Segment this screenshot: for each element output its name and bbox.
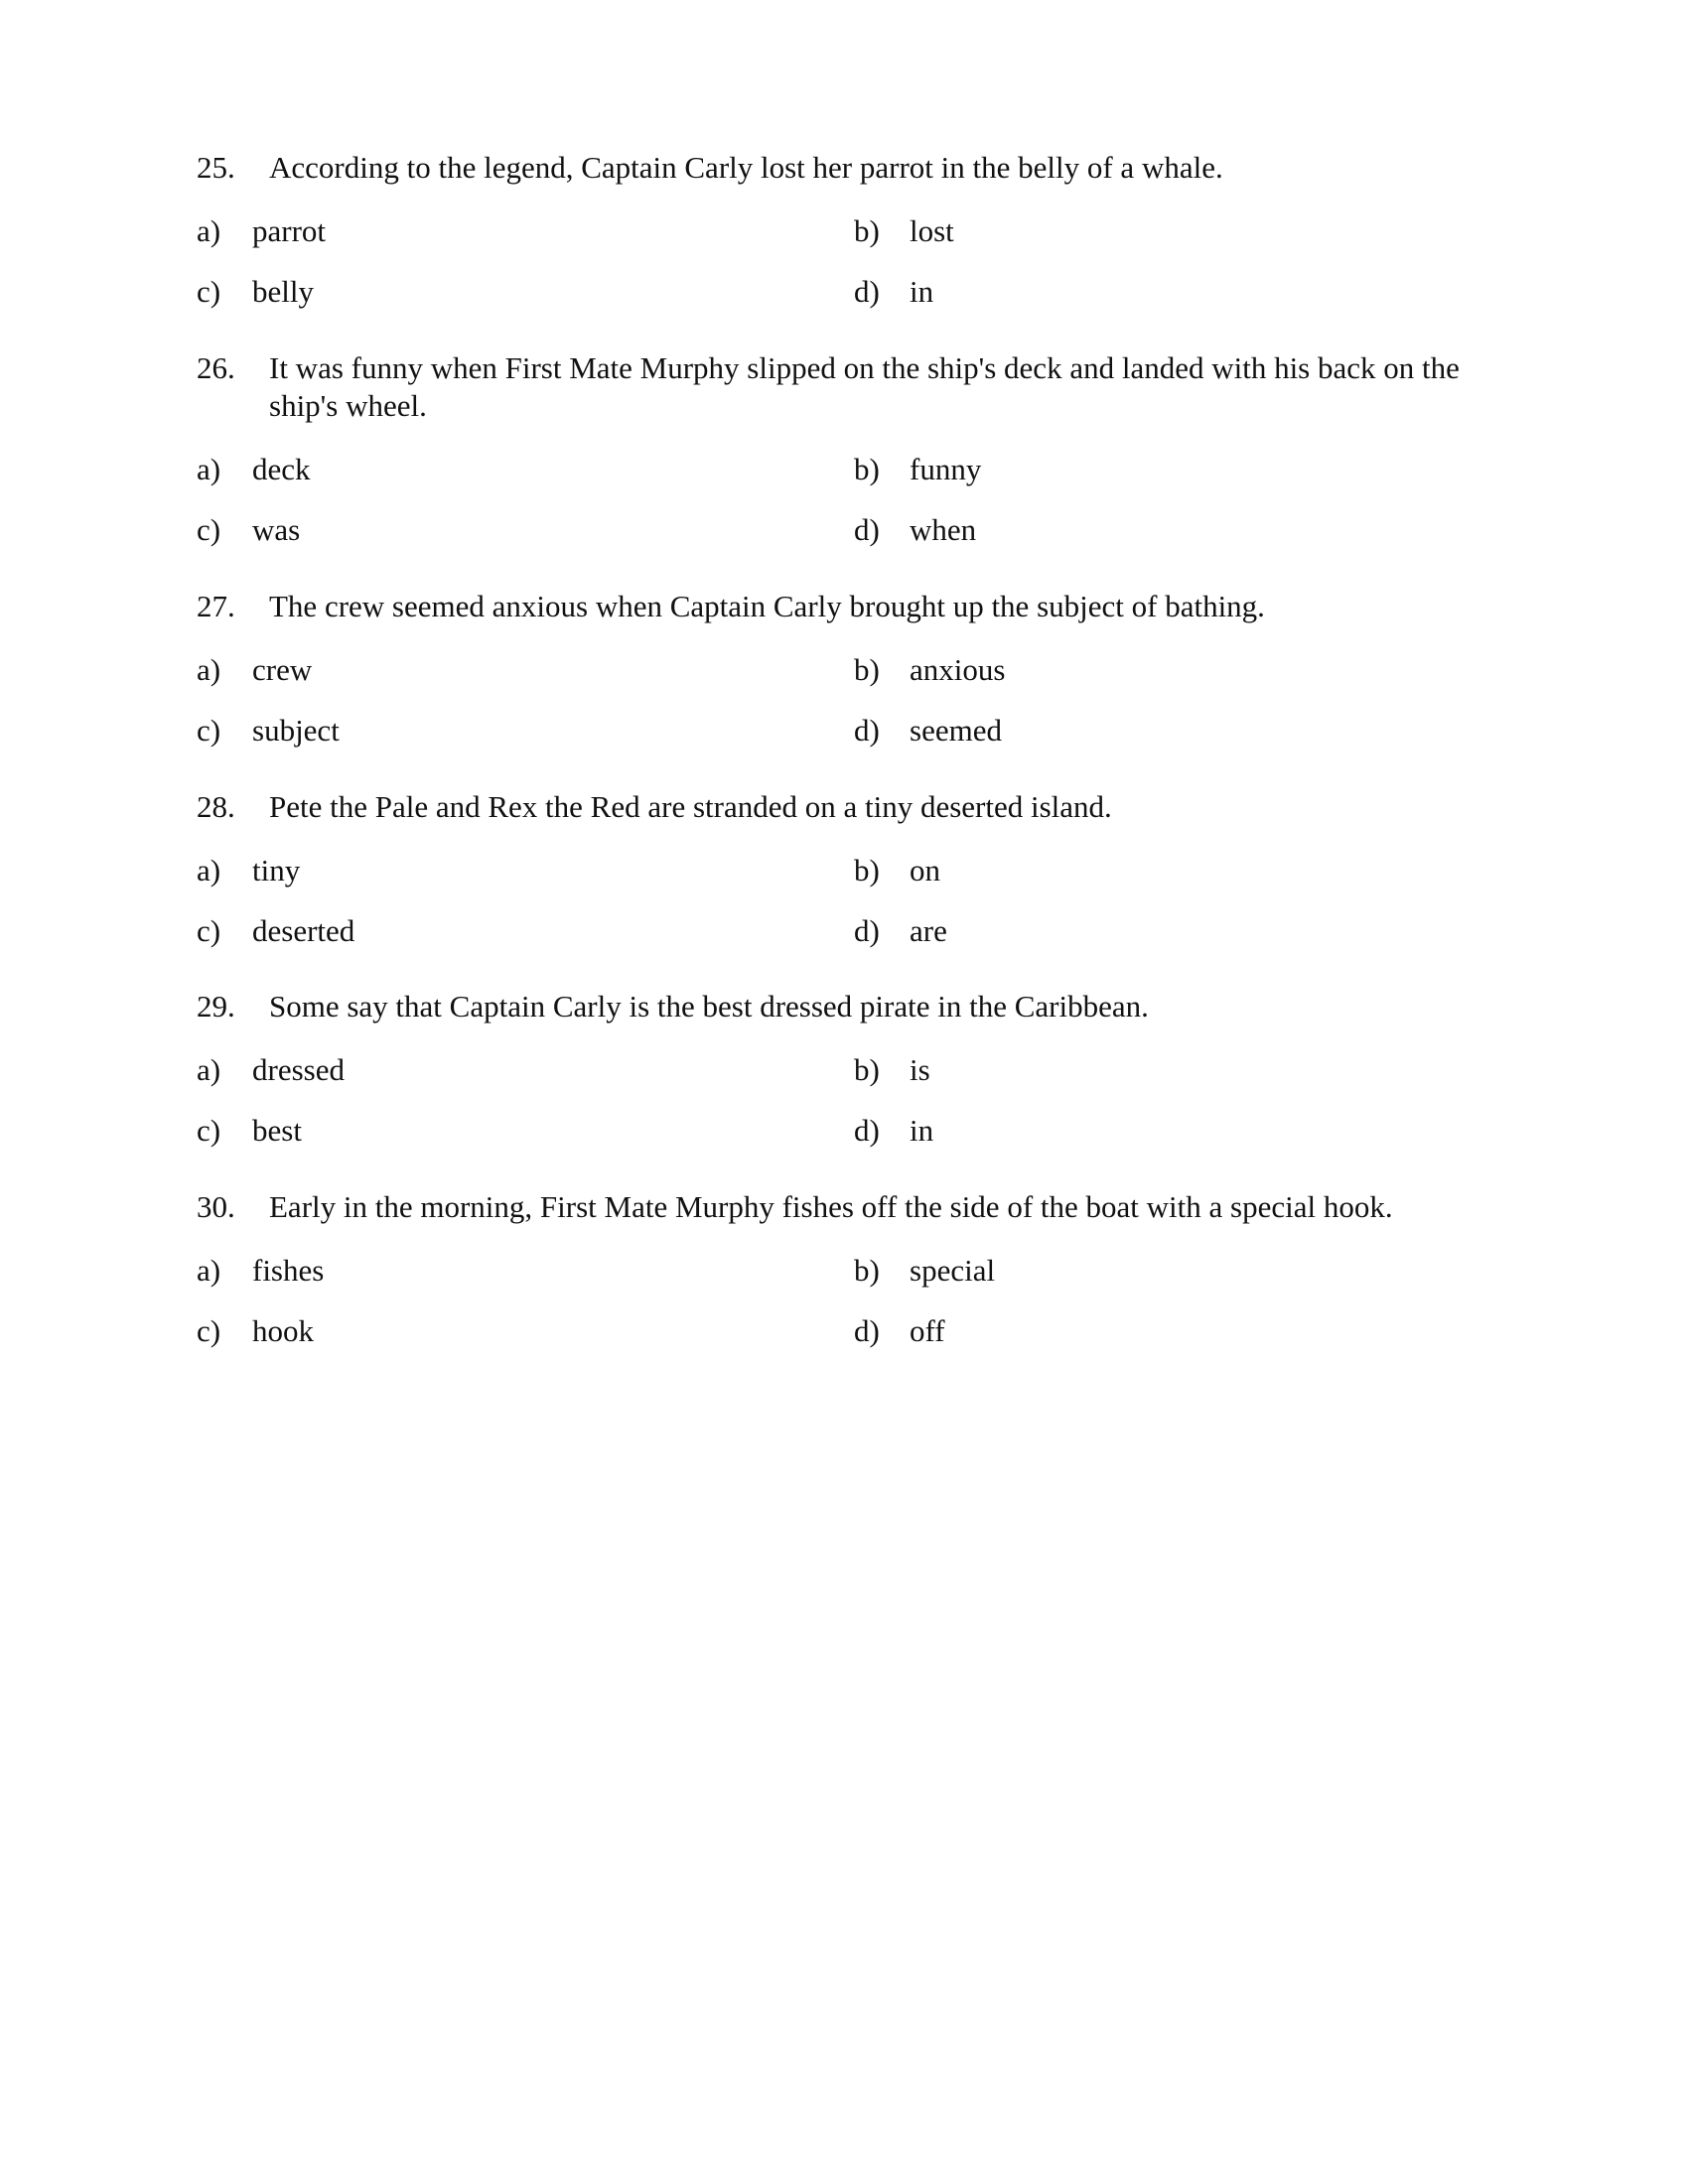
- question-text: Pete the Pale and Rex the Red are stranded on a tiny deserted island.: [269, 789, 1112, 824]
- option-d: [854, 511, 976, 549]
- option-letter: d): [854, 713, 880, 748]
- option-a: [197, 852, 300, 889]
- option-letter: c): [197, 512, 221, 547]
- option-letter: b): [854, 652, 880, 687]
- option-b: [854, 1051, 930, 1089]
- option-c: [197, 1112, 302, 1150]
- option-d: [854, 273, 933, 311]
- option-letter: d): [854, 913, 880, 948]
- option-letter: c): [197, 913, 221, 948]
- question-number: 26.: [197, 350, 235, 385]
- option-word: deserted: [252, 913, 355, 948]
- option-d: [854, 1112, 933, 1150]
- question-text: Early in the morning, First Mate Murphy fishes off the side of the boat with a special hook.: [269, 1189, 1393, 1224]
- option-a: [197, 651, 312, 689]
- option-word: best: [252, 1113, 302, 1148]
- option-c: [197, 712, 340, 750]
- option-word: crew: [252, 652, 313, 687]
- option-c: [197, 273, 314, 311]
- question-number: 27.: [197, 589, 235, 623]
- option-d: [854, 712, 1002, 750]
- option-letter: b): [854, 213, 880, 248]
- option-letter: c): [197, 713, 221, 748]
- option-d: [854, 1312, 945, 1350]
- question-26: [197, 349, 1507, 425]
- option-word: anxious: [910, 652, 1006, 687]
- question-30: [197, 1188, 1507, 1226]
- question-text: The crew seemed anxious when Captain Carly brought up the subject of bathing.: [269, 589, 1265, 623]
- question-27: [197, 588, 1507, 625]
- question-number: 30.: [197, 1189, 235, 1224]
- option-letter: a): [197, 853, 221, 887]
- option-word: funny: [910, 452, 982, 486]
- option-c: [197, 1312, 314, 1350]
- option-letter: c): [197, 1313, 221, 1348]
- option-a: [197, 212, 326, 250]
- option-word: belly: [252, 274, 314, 309]
- option-letter: b): [854, 1253, 880, 1288]
- option-letter: d): [854, 274, 880, 309]
- option-word: in: [910, 1113, 934, 1148]
- option-word: subject: [252, 713, 340, 748]
- option-letter: d): [854, 1313, 880, 1348]
- option-b: [854, 651, 1005, 689]
- option-word: was: [252, 512, 301, 547]
- option-word: when: [910, 512, 977, 547]
- question-text: It was funny when First Mate Murphy slipped on the ship's deck and landed with his back on the ship's wheel.: [269, 350, 1460, 423]
- option-c: [197, 511, 300, 549]
- option-word: in: [910, 274, 934, 309]
- option-a: [197, 1051, 345, 1089]
- option-letter: c): [197, 274, 221, 309]
- option-letter: a): [197, 452, 221, 486]
- option-c: [197, 912, 354, 950]
- option-letter: c): [197, 1113, 221, 1148]
- question-number: 28.: [197, 789, 235, 824]
- option-letter: a): [197, 652, 221, 687]
- option-letter: d): [854, 1113, 880, 1148]
- question-29: [197, 988, 1507, 1025]
- question-28: [197, 788, 1507, 826]
- option-word: special: [910, 1253, 996, 1288]
- option-word: off: [910, 1313, 945, 1348]
- question-25: [197, 149, 1507, 187]
- option-word: seemed: [910, 713, 1002, 748]
- option-letter: a): [197, 213, 221, 248]
- question-number: 25.: [197, 150, 235, 185]
- option-a: [197, 451, 311, 488]
- question-number: 29.: [197, 989, 235, 1024]
- option-word: on: [910, 853, 940, 887]
- option-letter: b): [854, 452, 880, 486]
- option-word: dressed: [252, 1052, 345, 1087]
- option-word: tiny: [252, 853, 301, 887]
- question-text: According to the legend, Captain Carly lost her parrot in the belly of a whale.: [269, 150, 1223, 185]
- option-word: fishes: [252, 1253, 325, 1288]
- option-b: [854, 852, 940, 889]
- option-word: parrot: [252, 213, 327, 248]
- option-b: [854, 451, 981, 488]
- option-b: [854, 212, 954, 250]
- option-a: [197, 1252, 324, 1290]
- option-word: are: [910, 913, 947, 948]
- option-word: lost: [910, 213, 954, 248]
- option-letter: b): [854, 1052, 880, 1087]
- option-word: is: [910, 1052, 930, 1087]
- option-word: hook: [252, 1313, 314, 1348]
- option-letter: a): [197, 1052, 221, 1087]
- option-letter: d): [854, 512, 880, 547]
- option-letter: b): [854, 853, 880, 887]
- option-b: [854, 1252, 995, 1290]
- option-letter: a): [197, 1253, 221, 1288]
- option-word: deck: [252, 452, 311, 486]
- option-d: [854, 912, 947, 950]
- question-text: Some say that Captain Carly is the best dressed pirate in the Caribbean.: [269, 989, 1149, 1024]
